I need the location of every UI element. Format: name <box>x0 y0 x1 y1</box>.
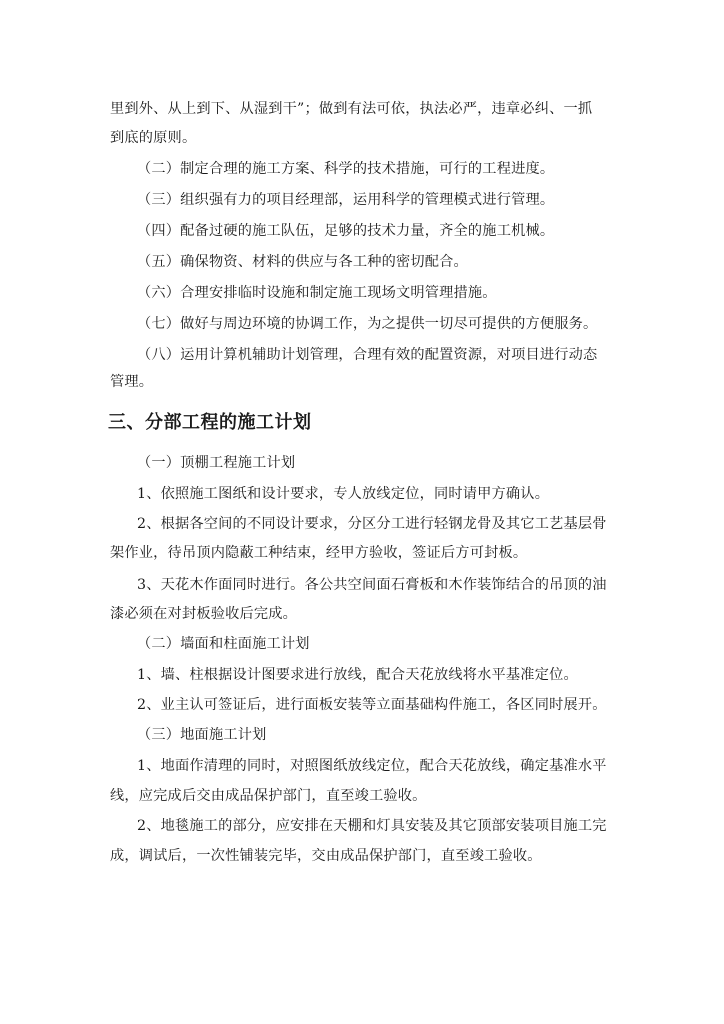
text-line: 线，应完成后交由成品保护部门，直至竣工验收。 <box>110 788 427 804</box>
subheading: （三）地面施工计划 <box>137 727 267 743</box>
subheading: （二）墙面和柱面施工计划 <box>137 636 310 652</box>
text-line: （四）配备过硬的施工队伍，足够的技术力量，齐全的施工机械。 <box>137 223 555 239</box>
text-line: （七）做好与周边环境的协调工作，为之提供一切尽可提供的方便服务。 <box>137 316 598 332</box>
text-line: 架作业，待吊顶内隐蔽工种结束，经甲方验收，签证后方可封板。 <box>110 545 528 561</box>
text-line: 到底的原则。 <box>110 130 197 146</box>
text-line: 管理。 <box>110 374 154 390</box>
text-line: （二）制定合理的施工方案、科学的技术措施，可行的工程进度。 <box>137 161 555 177</box>
text-line: （八）运用计算机辅助计划管理，合理有效的配置资源，对项目进行动态 <box>137 347 598 363</box>
section-heading: 三、分部工程的施工计划 <box>108 412 312 433</box>
text-line: 漆必须在对封板验收后完成。 <box>110 606 298 622</box>
text-line: 里到外、从上到下、从湿到干”；做到有法可依，执法必严，违章必纠、一抓 <box>110 101 593 117</box>
text-line: 1、墙、柱根据设计图要求进行放线，配合天花放线将水平基准定位。 <box>137 667 578 683</box>
text-line: （六）合理安排临时设施和制定施工现场文明管理措施。 <box>137 285 497 301</box>
text-line: 2、地毯施工的部分，应安排在天棚和灯具安装及其它顶部安装项目施工完 <box>137 818 607 834</box>
text-line: 1、依照施工图纸和设计要求，专人放线定位，同时请甲方确认。 <box>137 486 550 502</box>
subheading: （一）顶棚工程施工计划 <box>137 455 296 471</box>
text-line: （三）组织强有力的项目经理部，运用科学的管理模式进行管理。 <box>137 192 555 208</box>
text-line: 2、业主认可签证后，进行面板安装等立面基础构件施工，各区同时展开。 <box>137 697 607 713</box>
text-line: （五）确保物资、材料的供应与各工种的密切配合。 <box>137 254 468 270</box>
text-line: 成，调试后，一次性铺装完毕，交由成品保护部门，直至竣工验收。 <box>110 848 542 864</box>
text-line: 3、天花木作面同时进行。各公共空间面石膏板和木作装饰结合的吊顶的油 <box>137 577 607 593</box>
text-line: 1、地面作清理的同时，对照图纸放线定位，配合天花放线，确定基准水平 <box>137 758 607 774</box>
text-line: 2、根据各空间的不同设计要求，分区分工进行轻钢龙骨及其它工艺基层骨 <box>137 516 607 532</box>
